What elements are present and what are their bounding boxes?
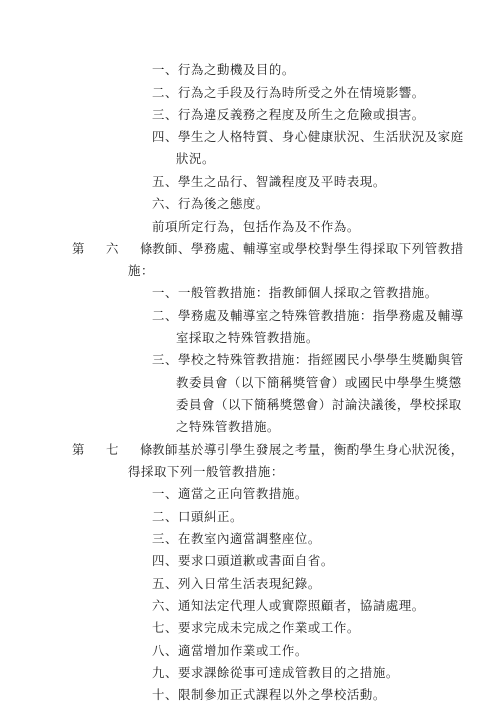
- article-7-label: 第 七 條: [72, 442, 153, 457]
- list-item-continuation: 之特殊管教措施。: [176, 419, 280, 434]
- article-7-text-continuation: 得採取下列一般管教措施：: [128, 464, 284, 479]
- list-item: 八、適當增加作業或工作。: [152, 643, 308, 658]
- article-6-label: 第 六 條: [72, 241, 153, 256]
- list-item-continuation: 委員會（以下簡稱獎懲會）討論決議後，學校採取: [176, 397, 462, 412]
- paragraph-note: 前項所定行為，包括作為及不作為。: [152, 219, 360, 234]
- list-item: 十、限制參加正式課程以外之學校活動。: [152, 687, 386, 702]
- list-item-continuation: 教委員會（以下簡稱獎管會）或國民中學學生獎懲: [176, 375, 462, 390]
- list-item: 三、行為違反義務之程度及所生之危險或損害。: [152, 107, 425, 122]
- article-7-text: 教師基於導引學生發展之考量，衡酌學生身心狀況後，: [152, 442, 464, 457]
- article-6-text: 教師、學務處、輔導室或學校對學生得採取下列管教措: [152, 241, 464, 256]
- list-item: 五、列入日常生活表現紀錄。: [152, 576, 321, 591]
- list-item: 六、通知法定代理人或實際照顧者，協請處理。: [152, 598, 425, 613]
- list-item-continuation: 狀況。: [176, 151, 215, 166]
- list-item: 一、一般管教措施：指教師個人採取之管教措施。: [152, 285, 438, 300]
- list-item-continuation: 室採取之特殊管教措施。: [176, 330, 319, 345]
- list-item: 五、學生之品行、智識程度及平時表現。: [152, 174, 386, 189]
- list-item: 四、學生之人格特質、身心健康狀況、生活狀況及家庭: [152, 129, 464, 144]
- list-item: 三、在教室內適當調整座位。: [152, 531, 321, 546]
- list-item: 四、要求口頭道歉或書面自省。: [152, 553, 334, 568]
- list-item: 七、要求完成未完成之作業或工作。: [152, 620, 360, 635]
- list-item: 六、行為後之態度。: [152, 196, 269, 211]
- list-item: 九、要求課餘從事可達成管教目的之措施。: [152, 665, 399, 680]
- list-item: 一、行為之動機及目的。: [152, 62, 295, 77]
- list-item: 二、行為之手段及行為時所受之外在情境影響。: [152, 85, 425, 100]
- list-item: 二、口頭糾正。: [152, 509, 243, 524]
- list-item: 三、學校之特殊管教措施：指經國民小學學生獎勵與管: [152, 352, 464, 367]
- list-item: 二、學務處及輔導室之特殊管教措施：指學務處及輔導: [152, 308, 464, 323]
- article-6-text-continuation: 施：: [128, 263, 154, 278]
- list-item: 一、適當之正向管教措施。: [152, 486, 308, 501]
